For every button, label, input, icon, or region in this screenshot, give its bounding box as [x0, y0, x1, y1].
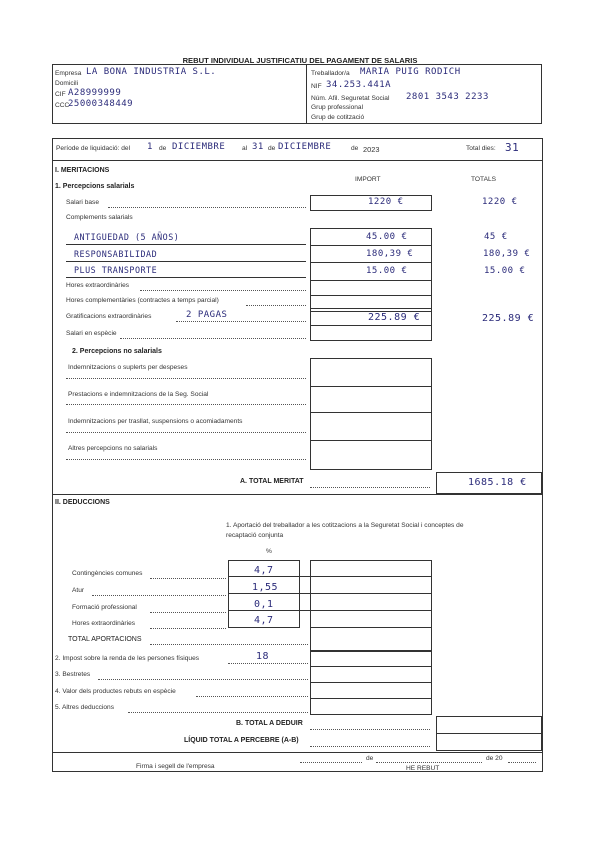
no-salarials-import-row-3 — [310, 440, 431, 441]
period-de-2: de — [268, 145, 276, 152]
complement-2-total: 180,39 € — [483, 249, 531, 259]
hores-extra-ded-label: Hores extraordinàries — [72, 620, 136, 627]
salarials-title: 1. Percepcions salarials — [55, 183, 135, 190]
aportacions-row-4 — [310, 627, 431, 628]
deduccions-row-1 — [310, 666, 431, 667]
no-salarials-item-3-dots — [66, 432, 306, 433]
empresa-label: Empresa — [55, 70, 82, 77]
percent-header: % — [266, 548, 272, 555]
no-salarials-item-2-dots — [66, 404, 306, 405]
no-salarials-item-2: Prestacions e indemnitzacions de la Seg. Social — [68, 391, 209, 398]
no-salarials-item-3: Indemnitzacions per trasllat, suspensions o acomiadaments — [68, 418, 243, 425]
period-day-from: 1 — [147, 142, 153, 152]
irpf-label: 2. Impost sobre la renda de les persones físiques — [55, 655, 200, 662]
total-meritat-dots — [310, 487, 430, 488]
formacio-dots — [150, 612, 226, 613]
period-year: 2023 — [363, 145, 380, 154]
complement-3-underline — [66, 277, 306, 278]
total-aportacions-dots — [150, 644, 308, 645]
header-divider — [306, 64, 307, 123]
nif-label: NIF — [311, 83, 322, 90]
complements-label: Complements salarials — [66, 214, 133, 221]
period-de-3: de — [351, 145, 359, 152]
no-salarials-import-row-1 — [310, 386, 431, 387]
bestretes-dots — [98, 679, 308, 680]
grup-professional-label: Grup professional — [311, 104, 364, 111]
hores-extra-label: Hores extraordinàries — [66, 282, 130, 289]
aportacions-row-1 — [228, 576, 431, 577]
period-de-1: de — [159, 145, 167, 152]
salari-base-total: 1220 € — [482, 197, 518, 207]
aportacions-row-2 — [228, 593, 431, 594]
especie-label: 4. Valor dels productes rebuts en espècie — [55, 688, 176, 695]
afil-value: 2801 3543 2233 — [406, 92, 489, 102]
hores-compl-label: Hores complementàries (contractes a temps parcial) — [66, 297, 219, 304]
hores-compl-dots — [246, 305, 306, 306]
ccc-label: CCC — [55, 102, 70, 109]
complement-1-import: 45.00 € — [366, 232, 408, 242]
total-deduir-dots — [310, 729, 430, 730]
firma-label: Firma i segell de l'empresa — [136, 763, 215, 770]
altres-label: 5. Altres deduccions — [55, 704, 115, 711]
hores-extra-ded-pct: 4,7 — [254, 615, 274, 626]
especie-dots — [196, 696, 308, 697]
liquid-label: LÍQUID TOTAL A PERCEBRE (A-B) — [184, 737, 299, 744]
complement-3-import: 15.00 € — [366, 266, 408, 276]
deduccions-row-3 — [310, 698, 431, 699]
empresa-value: LA BONA INDUSTRIA S.L. — [86, 67, 217, 77]
period-al: al — [242, 145, 248, 152]
formacio-label: Formació professional — [72, 604, 137, 611]
period-day-to: 31 — [252, 142, 264, 152]
no-salarials-import-row-2 — [310, 412, 431, 413]
complements-import-box — [310, 228, 432, 281]
hores-extra-ded-dots — [150, 628, 226, 629]
liquid-box — [436, 733, 542, 751]
complement-2-underline — [66, 261, 306, 262]
afil-label: Núm. Afil. Seguretat Social — [311, 95, 390, 102]
total-aportacions-label: TOTAL APORTACIONS — [68, 636, 142, 643]
hores-import-row — [310, 295, 431, 296]
irpf-value: 18 — [256, 651, 270, 662]
salari-especie-label: Salari en espècie — [66, 330, 117, 337]
import-header: IMPORT — [355, 176, 381, 183]
no-salarials-item-4: Altres percepcions no salarials — [68, 445, 158, 452]
complement-1-label: ANTIGUEDAD (5 AÑOS) — [74, 232, 180, 242]
aportacio-text-1: 1. Aportació del treballador a les cotitzacions a la Seguretat Social i conceptes de — [226, 522, 464, 529]
period-divider — [52, 160, 542, 161]
salari-especie-import-box — [310, 325, 432, 341]
altres-dots — [128, 712, 308, 713]
total-meritat-value: 1685.18 € — [468, 477, 527, 488]
atur-pct: 1,55 — [252, 582, 279, 593]
irpf-dots — [228, 663, 308, 664]
cif-value: A28999999 — [68, 88, 122, 98]
meritacions-divider — [52, 494, 542, 495]
complement-1-underline — [66, 244, 306, 245]
formacio-pct: 0,1 — [254, 599, 274, 610]
gratificacions-detail: 2 PAGAS — [186, 310, 228, 320]
gratificacions-total: 225.89 € — [482, 313, 535, 324]
nif-value: 34.253.441A — [326, 80, 392, 90]
complement-1-total: 45 € — [484, 232, 508, 242]
treballador-value: MARIA PUIG RODICH — [360, 67, 461, 77]
salari-base-dots — [108, 207, 306, 208]
period-label: Període de liquidació: del — [56, 145, 131, 152]
aportacions-amount-box — [310, 560, 432, 652]
period-month-to: DICIEMBRE — [278, 142, 332, 152]
complement-2-import: 180,39 € — [366, 249, 414, 259]
footer-de-20: de 20 — [486, 755, 503, 762]
aportacions-row-3 — [228, 610, 431, 611]
document-title: REBUT INDIVIDUAL JUSTIFICATIU DEL PAGAMENT DE SALARIS — [182, 56, 418, 65]
totals-header: TOTALS — [471, 176, 497, 183]
deduccions-bottom-divider — [52, 752, 542, 753]
rebut-label: HE REBUT — [406, 765, 440, 772]
gratificacions-import: 225.89 € — [368, 312, 421, 323]
no-salarials-item-1-dots — [66, 378, 306, 379]
grup-cotitzacio-label: Grup de cotització — [311, 114, 365, 121]
gratificacions-dots — [176, 321, 306, 322]
footer-date-dots-3 — [508, 762, 536, 763]
complement-2-label: RESPONSABILIDAD — [74, 249, 158, 259]
complement-3-total: 15.00 € — [484, 266, 526, 276]
total-meritat-label: A. TOTAL MERITAT — [240, 478, 304, 485]
cif-label: CIF — [55, 91, 66, 98]
total-deduir-box — [436, 716, 542, 734]
deduccions-title: II. DEDUCCIONS — [55, 499, 110, 506]
meritacions-title: I. MERITACIONS — [55, 167, 110, 174]
total-deduir-label: B. TOTAL A DEDUIR — [236, 720, 303, 727]
bestretes-label: 3. Bestretes — [55, 671, 91, 678]
salari-base-label: Salari base — [66, 199, 99, 206]
total-dies-label: Total dies: — [466, 145, 496, 152]
salari-especie-dots — [120, 338, 306, 339]
atur-dots — [92, 595, 226, 596]
hores-extra-dots — [140, 290, 306, 291]
footer-date-dots-2 — [376, 762, 482, 763]
deduccions-row-2 — [310, 682, 431, 683]
treballador-label: Treballador/a — [311, 70, 350, 77]
contingencies-label: Contingències comunes — [72, 570, 143, 577]
contingencies-dots — [150, 578, 226, 579]
complements-import-row-1 — [310, 245, 431, 246]
no-salarials-item-1: Indemnitzacions o suplerts per despeses — [68, 364, 188, 371]
no-salarials-import-box — [310, 358, 432, 470]
aportacio-text-2: recaptació conjunta — [226, 532, 284, 539]
liquid-dots — [310, 746, 430, 747]
total-dies-value: 31 — [505, 141, 520, 154]
ccc-value: 25000348449 — [68, 99, 134, 109]
no-salarials-item-4-dots — [66, 459, 306, 460]
salari-base-import: 1220 € — [368, 197, 404, 207]
complement-3-label: PLUS TRANSPORTE — [74, 265, 158, 275]
footer-date-dots-1 — [300, 762, 362, 763]
no-salarials-title: 2. Percepcions no salarials — [72, 348, 162, 355]
domicili-label: Domicili — [55, 80, 79, 87]
atur-label: Atur — [72, 587, 85, 594]
complements-import-row-2 — [310, 262, 431, 263]
footer-de: de — [366, 755, 374, 762]
gratificacions-label: Gratificacions extraordinàries — [66, 313, 152, 320]
period-month-from: DICIEMBRE — [172, 142, 226, 152]
contingencies-pct: 4,7 — [254, 565, 274, 576]
